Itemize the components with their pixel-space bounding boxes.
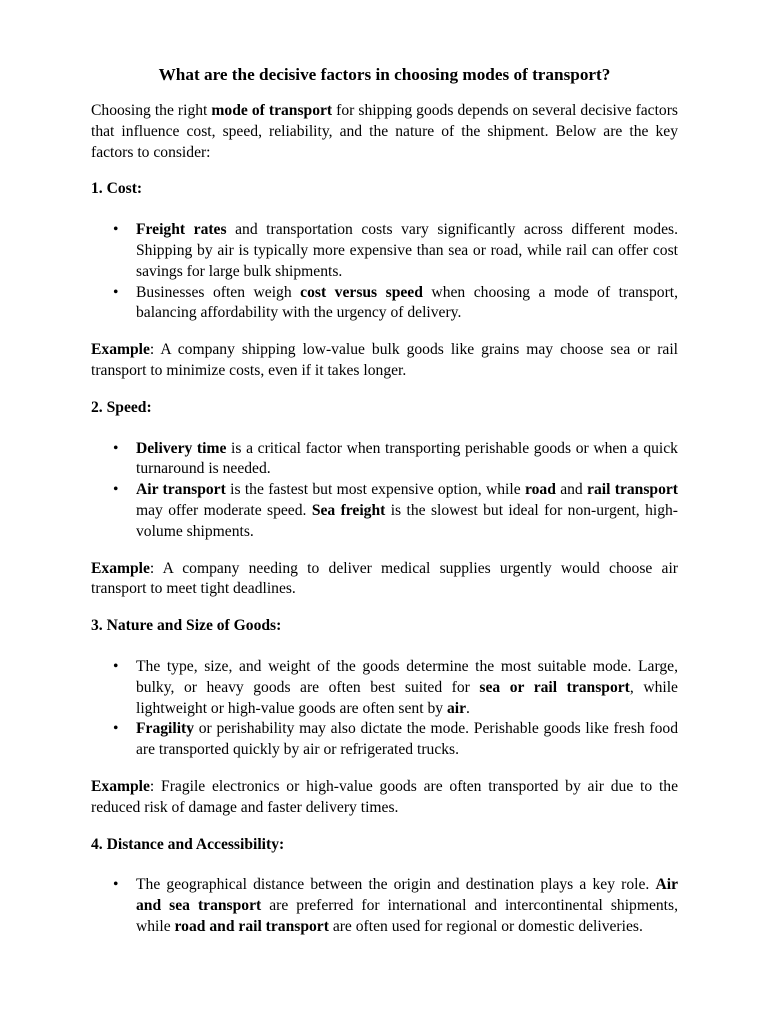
section-heading: 3. Nature and Size of Goods: bbox=[91, 617, 282, 635]
example-paragraph bbox=[91, 559, 678, 601]
bold-text: cost versus speed bbox=[300, 283, 423, 301]
bullet-icon: • bbox=[113, 481, 119, 499]
body-text: . bbox=[466, 699, 470, 717]
body-text: is a critical factor when transporting perishable goods or when a quick turnaround is needed. bbox=[136, 439, 678, 478]
bold-text: Air and sea transport bbox=[136, 876, 678, 915]
bullet-item bbox=[91, 220, 678, 282]
intro-text: for shipping goods depends on several decisive factors that influence cost, speed, reliability, and the nature of the shipment. Below are the key factors to consider: bbox=[91, 102, 678, 161]
intro-paragraph bbox=[91, 101, 678, 163]
bold-text: air bbox=[446, 699, 467, 717]
section-cost bbox=[91, 179, 678, 381]
bullet-icon: • bbox=[113, 283, 119, 301]
bullet-icon: • bbox=[113, 876, 119, 894]
bullet-icon: • bbox=[113, 657, 119, 675]
section-heading: 1. Cost: bbox=[91, 180, 143, 198]
bullet-icon: • bbox=[113, 439, 119, 457]
bold-text: road bbox=[524, 481, 556, 499]
bold-text: sea or rail transport bbox=[479, 678, 630, 696]
bullet-list bbox=[91, 439, 678, 543]
intro-bold: mode of transport bbox=[211, 102, 333, 119]
body-text: are preferred for international and intercontinental shipments, while bbox=[136, 897, 678, 935]
example-label: Example bbox=[91, 559, 150, 577]
bold-text: Air transport bbox=[136, 481, 226, 499]
bold-text: rail transport bbox=[587, 481, 678, 499]
example-label: Example bbox=[91, 777, 150, 795]
example-text: : Fragile electronics or high-value goods are often transported by air due to the reduced risk of damage and faster delivery times. bbox=[91, 777, 678, 816]
body-text: is the slowest but ideal for non-urgent, high-volume shipments. bbox=[136, 501, 678, 540]
example-text: : A company needing to deliver medical supplies urgently would choose air transport to meet tight deadlines. bbox=[91, 559, 678, 598]
bold-text: Delivery time bbox=[136, 439, 227, 457]
body-text: The geographical distance between the origin and destination plays a key role. bbox=[136, 876, 656, 894]
body-text: and transportation costs vary significantly across different modes. Shipping by air is typically more expensive than sea or road, while rail can offer cost savings for large bulk shipments. bbox=[136, 221, 678, 280]
bold-text: Sea freight bbox=[311, 501, 386, 519]
example-text: : A company shipping low-value bulk goods like grains may choose sea or rail transport to minimize costs, even if it takes longer. bbox=[91, 341, 678, 379]
bold-text: road and rail transport bbox=[174, 917, 329, 935]
body-text: is the fastest but most expensive option, while bbox=[225, 481, 525, 499]
bullet-item bbox=[91, 875, 678, 937]
section-speed bbox=[91, 398, 678, 600]
example-paragraph bbox=[91, 777, 678, 819]
intro-text: Choosing the right bbox=[91, 102, 212, 119]
bullet-item bbox=[91, 657, 678, 719]
section-nature bbox=[91, 616, 678, 818]
body-text: or perishability may also dictate the mode. Perishable goods like fresh food are transported quickly by air or refrigerated trucks. bbox=[136, 720, 678, 759]
body-text: and bbox=[555, 481, 588, 499]
bullet-item bbox=[91, 480, 678, 542]
bullet-icon: • bbox=[113, 720, 119, 738]
bullet-list bbox=[91, 657, 678, 761]
example-paragraph bbox=[91, 340, 678, 382]
bullet-list bbox=[91, 220, 678, 324]
bullet-item bbox=[91, 283, 678, 325]
body-text: when choosing a mode of transport, balancing affordability with the urgency of delivery. bbox=[136, 283, 679, 322]
body-text: Businesses often weigh bbox=[136, 283, 301, 301]
body-text: may offer moderate speed. bbox=[136, 501, 312, 519]
page-title: What are the decisive factors in choosing modes of transport? bbox=[158, 65, 611, 84]
example-label: Example bbox=[91, 341, 150, 359]
body-text: are often used for regional or domestic deliveries. bbox=[328, 917, 643, 935]
bullet-list bbox=[91, 875, 678, 937]
body-text: , while lightweight or high-value goods are often sent by bbox=[136, 678, 678, 717]
body-text: The type, size, and weight of the goods determine the most suitable mode. Large, bulky, or heavy goods are often best suited for bbox=[136, 657, 678, 696]
bullet-item bbox=[91, 719, 678, 761]
bullet-icon: • bbox=[113, 221, 119, 239]
bold-text: Fragility bbox=[136, 720, 195, 738]
bold-text: Freight rates bbox=[136, 221, 227, 239]
section-heading: 2. Speed: bbox=[91, 398, 152, 416]
section-distance bbox=[91, 835, 678, 938]
section-heading: 4. Distance and Accessibility: bbox=[91, 835, 285, 853]
bullet-item bbox=[91, 439, 678, 481]
